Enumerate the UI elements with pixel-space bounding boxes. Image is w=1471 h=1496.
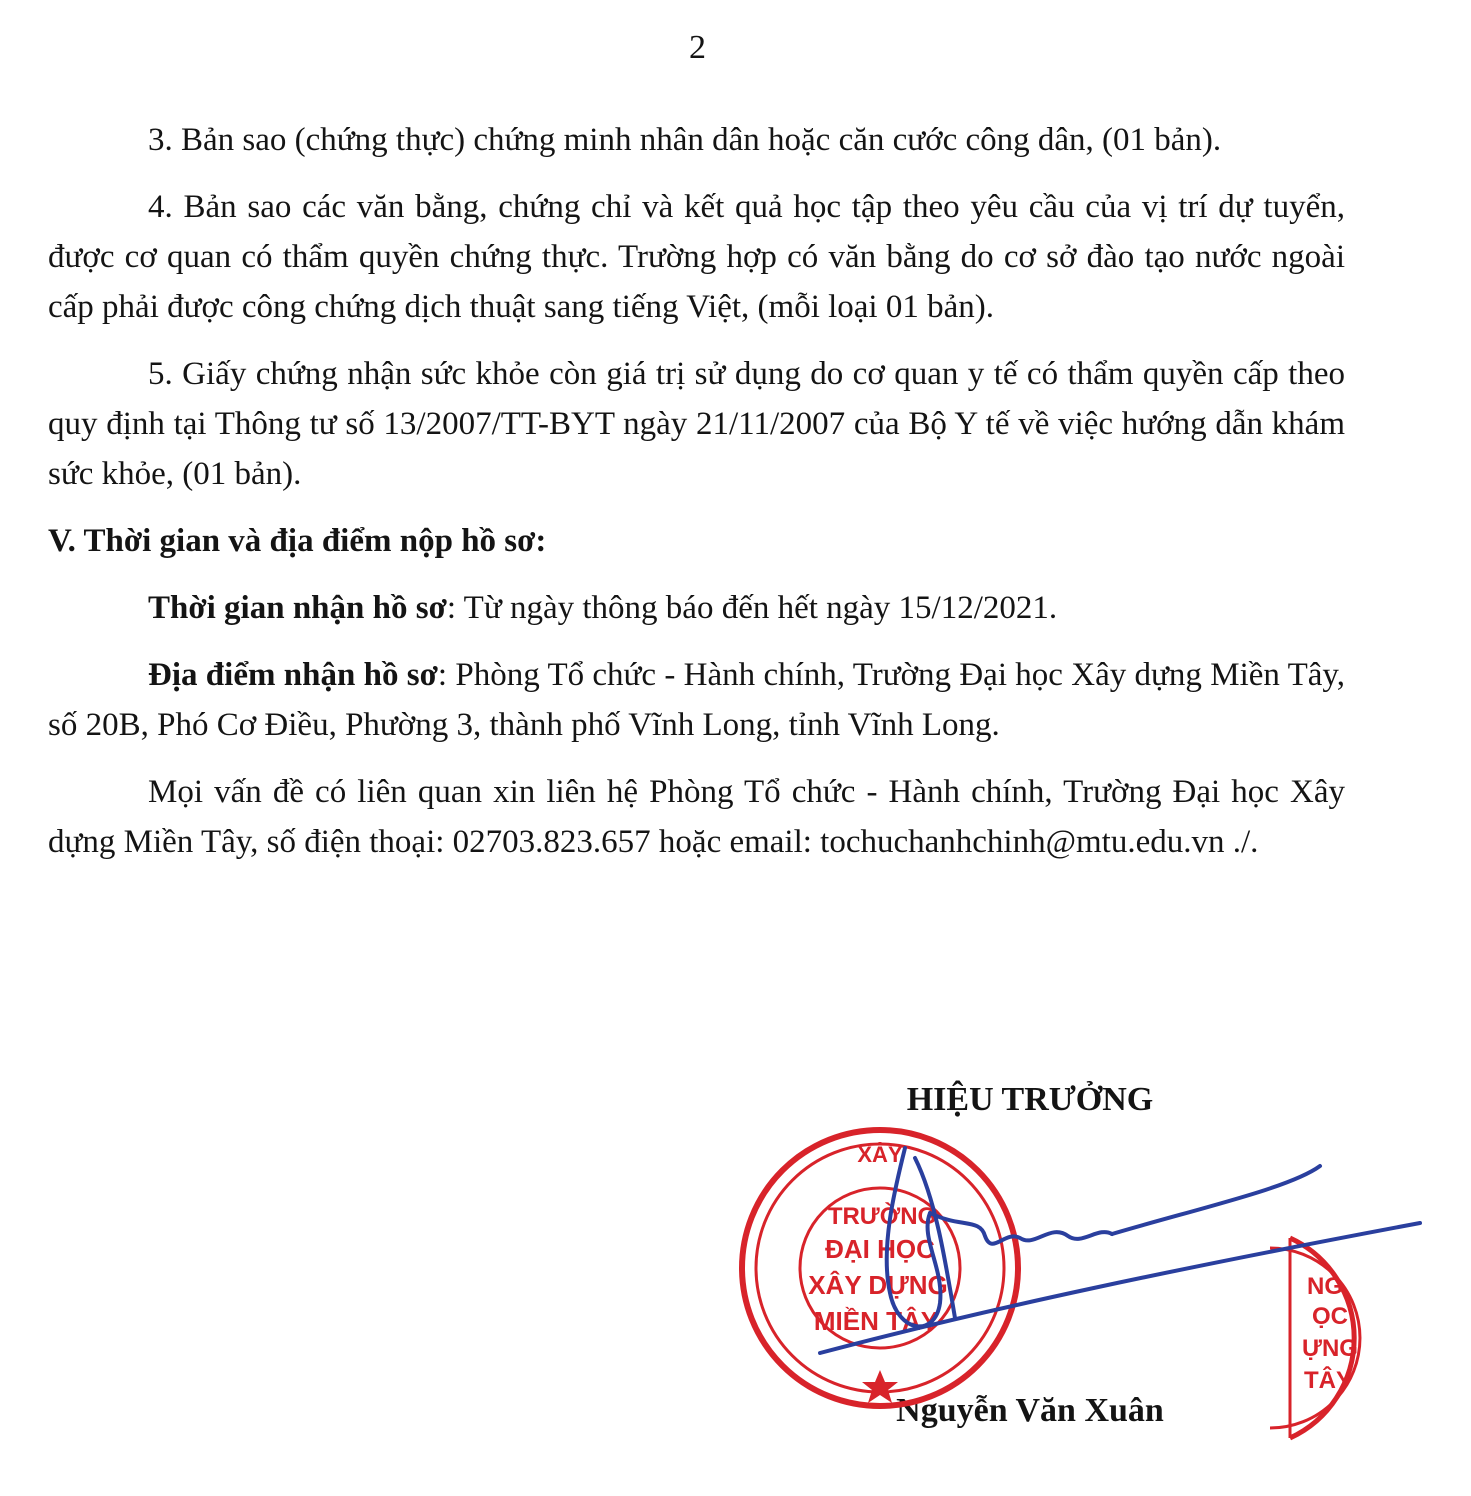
list-item: 4. Bản sao các văn bằng, chứng chỉ và kết quả học tập theo yêu cầu của vị trí dự tuyển, được cơ quan có thẩm quyền chứng thực. Trường hợp có văn bằng do cơ sở đào tạo nước ngoài cấp phải được công chứng dịch thuật sang tiếng Việt, (mỗi loại 01 bản). bbox=[48, 189, 1345, 325]
seal-line-4: MIỀN TÂY bbox=[813, 1306, 939, 1336]
signer-name: Nguyễn Văn Xuân bbox=[896, 1392, 1164, 1429]
svg-text:ỌC: ỌC bbox=[1312, 1303, 1348, 1330]
time-label: Thời gian nhận hồ sơ bbox=[148, 590, 447, 626]
place-label: Địa điểm nhận hồ sơ bbox=[148, 657, 438, 693]
place-paragraph bbox=[48, 650, 1345, 750]
official-stamp bbox=[730, 1118, 1430, 1458]
star-icon bbox=[862, 1370, 898, 1403]
section-heading: V. Thời gian và địa điểm nộp hồ sơ: bbox=[48, 523, 547, 559]
list-item: 3. Bản sao (chứng thực) chứng minh nhân dân hoặc căn cước công dân, (01 bản). bbox=[148, 122, 1222, 158]
seal-main bbox=[742, 1130, 1018, 1406]
seal-line-1: TRƯỜNG bbox=[827, 1203, 937, 1230]
seal-line-3: XÂY DỰNG bbox=[808, 1270, 948, 1300]
seal-line-2: ĐẠI HỌC bbox=[825, 1234, 935, 1264]
place-value: : Phòng Tổ chức - Hành chính, Trường Đại học Xây dựng Miền Tây, số 20B, Phó Cơ Điều, Phường 3, thành phố Vĩnh Long, tỉnh Vĩnh Long. bbox=[48, 657, 1346, 743]
seal-ring-text: XÂY bbox=[857, 1142, 903, 1167]
time-paragraph bbox=[48, 583, 1345, 633]
seal-partial-text bbox=[1302, 1273, 1358, 1394]
contact-paragraph: Mọi vấn đề có liên quan xin liên hệ Phòng Tổ chức - Hành chính, Trường Đại học Xây dựng Miền Tây, số điện thoại: 02703.823.657 hoặc email: tochuchanhchinh@mtu.edu.vn ./. bbox=[48, 774, 1345, 860]
svg-text:ỰNG: ỰNG bbox=[1302, 1335, 1358, 1362]
svg-text:TÂY: TÂY bbox=[1304, 1367, 1352, 1394]
signer-title: HIỆU TRƯỞNG bbox=[906, 1081, 1154, 1118]
svg-text:NG: NG bbox=[1307, 1273, 1343, 1300]
page-number: 2 bbox=[689, 29, 706, 66]
time-value: : Từ ngày thông báo đến hết ngày 15/12/2021. bbox=[446, 590, 1058, 626]
document-body bbox=[48, 115, 1345, 884]
list-item: 5. Giấy chứng nhận sức khỏe còn giá trị sử dụng do cơ quan y tế có thẩm quyền cấp theo quy định tại Thông tư số 13/2007/TT-BYT ngày 21/11/2007 của Bộ Y tế về việc hướng dẫn khám sức khỏe, (01 bản). bbox=[48, 356, 1345, 492]
